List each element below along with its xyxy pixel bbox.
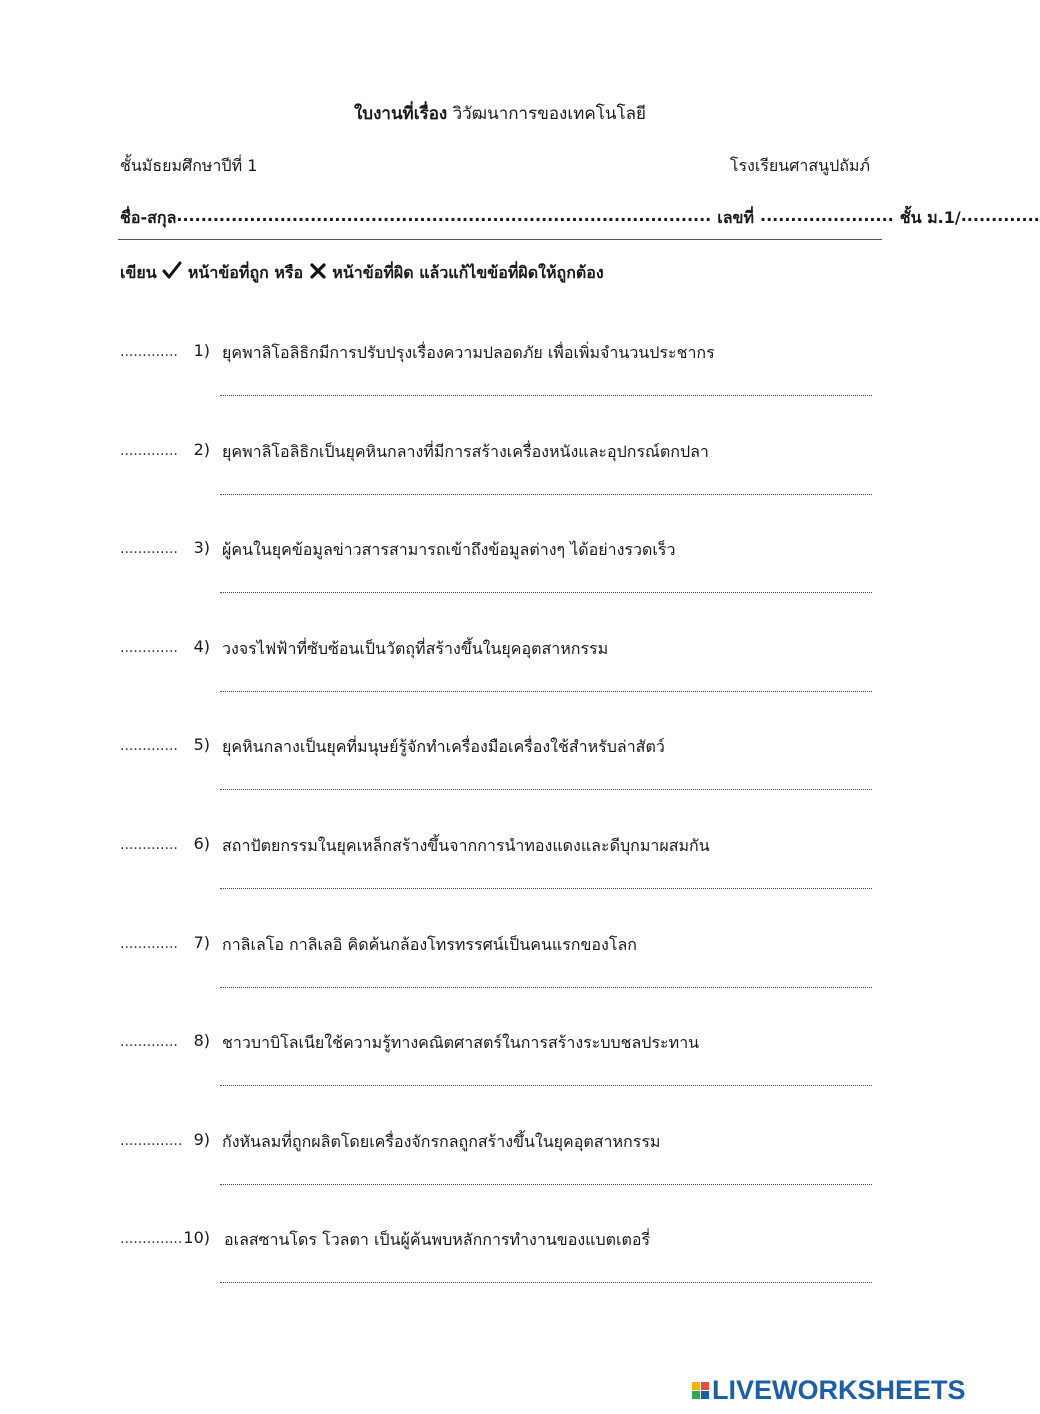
answer-mark-field[interactable]: ............. (120, 639, 178, 656)
question-number: 1) (193, 341, 210, 360)
instruction-write: เขียน (120, 263, 157, 282)
school-name: โรงเรียนศาสนูปถัมภ์ (729, 156, 870, 175)
correction-answer-line[interactable] (220, 986, 872, 988)
check-icon (162, 260, 182, 280)
question-item (120, 341, 880, 404)
correction-answer-line[interactable] (220, 1281, 872, 1283)
instruction-line (120, 260, 604, 286)
answer-mark-field[interactable]: ............. (120, 1034, 178, 1051)
correction-answer-line[interactable] (220, 887, 872, 889)
question-number: 6) (193, 834, 210, 853)
question-number: 10) (183, 1228, 210, 1248)
correction-answer-line[interactable] (220, 788, 872, 790)
question-number: 7) (193, 932, 210, 952)
answer-mark-field[interactable]: ............. (120, 541, 178, 558)
question-text: ผู้คนในยุคข้อมูลข่าวสารสามารถเข้าถึงข้อมูลต่างๆ ได้อย่างรวดเร็ว (222, 540, 676, 560)
question-text: ยุคพาลิโอลิธิกมีการปรับปรุงเรื่องความปลอดภัย เพื่อเพิ่มจำนวนประชากร (222, 343, 715, 362)
question-item (120, 932, 880, 996)
number-field[interactable]: ...................... (760, 206, 894, 225)
answer-mark-field[interactable]: ............. (120, 935, 178, 952)
correction-answer-line[interactable] (220, 394, 872, 396)
correction-answer-line[interactable] (220, 591, 872, 593)
grade-level: ชั้นมัธยมศึกษาปีที่ 1 (120, 156, 258, 175)
answer-mark-field[interactable]: .............. (120, 1132, 183, 1149)
question-item (120, 735, 880, 798)
title-topic: วิวัฒนาการของเทคโนโลยี (452, 104, 646, 124)
question-number: 4) (193, 636, 210, 656)
question-text: ชาวบาบิโลเนียใช้ความรู้ทางคณิตศาสตร์ในการสร้างระบบชลประทาน (222, 1033, 700, 1053)
logo-text: LIVEWORKSHEETS (712, 1374, 966, 1405)
question-text: ยุคพาลิโอลิธิกเป็นยุคหินกลางที่มีการสร้างเครื่องหนังและอุปกรณ์ตกปลา (222, 441, 709, 461)
class-field[interactable]: ............. (960, 206, 1040, 225)
question-text: อเลสซานโดร โวลตา เป็นผู้ค้นพบหลักการทำงานของแบตเตอรี่ (224, 1230, 651, 1250)
question-text: สถาปัตยกรรมในยุคเหล็กสร้างขึ้นจากการนำทองแดงและดีบุกมาผสมกัน (222, 836, 710, 855)
name-label: ชื่อ-สกุล (120, 208, 177, 227)
name-field[interactable]: ........................................................................................ (176, 206, 712, 225)
cross-icon (309, 262, 327, 280)
question-number: 5) (193, 735, 210, 755)
question-item (120, 538, 880, 601)
answer-mark-field[interactable]: ............. (120, 344, 178, 360)
question-text: กังหันลมที่ถูกผลิตโดยเครื่องจักรกลถูกสร้างขึ้นในยุคอุตสาหกรรม (222, 1131, 661, 1151)
number-label: เลขที่ (717, 208, 755, 227)
correction-answer-line[interactable] (220, 1183, 872, 1185)
correction-answer-line[interactable] (220, 690, 872, 692)
student-info-row (120, 206, 1040, 231)
worksheet-title (0, 100, 1000, 127)
header-divider (118, 239, 882, 240)
question-item (120, 1129, 880, 1193)
question-number: 9) (193, 1129, 210, 1149)
question-item (120, 636, 880, 700)
question-item (120, 1228, 880, 1291)
instruction-wrong: หน้าข้อที่ผิด แล้วแก้ไขข้อที่ผิดให้ถูกต้อง (332, 263, 604, 282)
instruction-correct: หน้าข้อที่ถูก หรือ (187, 263, 304, 282)
question-number: 8) (193, 1031, 210, 1051)
answer-mark-field[interactable]: ............. (120, 837, 178, 853)
question-text: วงจรไฟฟ้าที่ซับซ้อนเป็นวัตถุที่สร้างขึ้นในยุคอุตสาหกรรม (222, 638, 609, 658)
correction-answer-line[interactable] (220, 493, 872, 495)
question-item (120, 834, 880, 897)
answer-mark-field[interactable]: .............. (120, 1231, 183, 1248)
question-number: 3) (193, 538, 210, 558)
question-text: ยุคหินกลางเป็นยุคที่มนุษย์รู้จักทำเครื่องมือเครื่องใช้สำหรับล่าสัตว์ (222, 737, 665, 757)
question-text: กาลิเลโอ กาลิเลอิ คิดค้นกล้องโทรทรรศน์เป็นคนแรกของโลก (222, 934, 637, 954)
title-bold: ใบงานที่เรื่อง (354, 104, 448, 124)
logo-icon (692, 1382, 709, 1399)
correction-answer-line[interactable] (220, 1084, 872, 1086)
class-label: ชั้น ม.1/ (899, 208, 961, 227)
answer-mark-field[interactable]: ............. (120, 738, 178, 755)
liveworksheets-logo (692, 1376, 966, 1404)
answer-mark-field[interactable]: ............. (120, 442, 178, 459)
question-item (120, 1031, 880, 1094)
question-item (120, 439, 880, 503)
question-number: 2) (193, 439, 210, 459)
